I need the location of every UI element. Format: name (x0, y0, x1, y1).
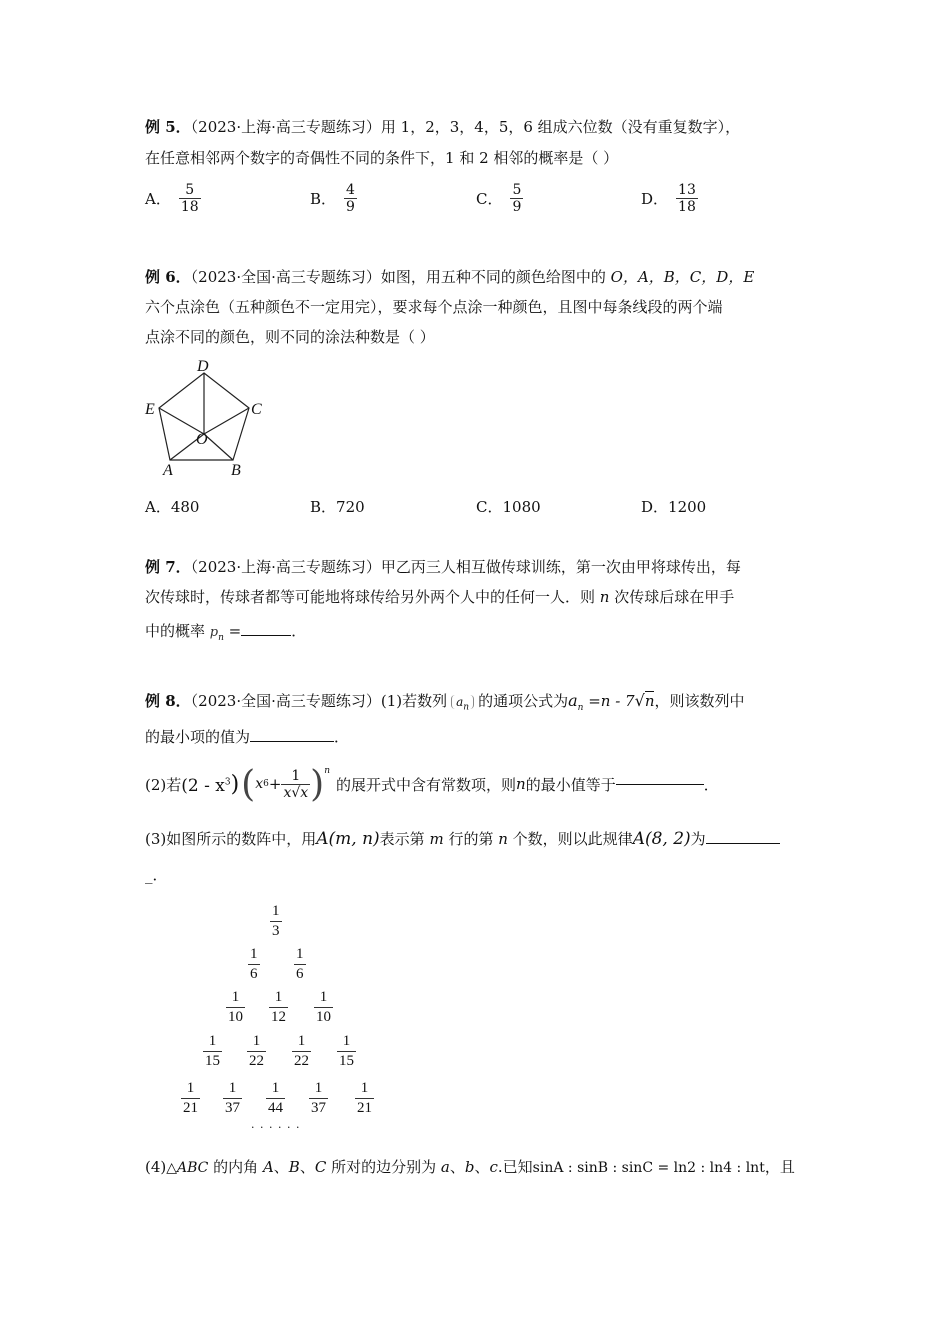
fraction: $\frac{5}{9}$ (512, 182, 522, 215)
point-b-label: B (231, 462, 241, 479)
ex6-option-b[interactable]: B．720 (310, 498, 365, 516)
point-d-label: D (197, 358, 209, 375)
ex8-line1: 例 8．（2023·全国·高三专题练习）(1)若数列 $a_n$ 的通项公式为$a_n =n - 7√n$，则该数列中 (145, 691, 745, 713)
triangle-cell: 1 22 (249, 1033, 264, 1069)
ex6-line1: 例 6．（2023·全国·高三专题练习）如图，用五种不同的颜色给图中的 O，A，B，C，D，E (145, 268, 755, 286)
ex7-line1: 例 7．（2023·上海·高三专题练习）甲乙丙三人相互做传球训练，第一次由甲将球传出，每 (145, 558, 741, 576)
ex8-part3: (3)如图所示的数阵中，用A(m, n)表示第 m 行的第 n 个数，则以此规律A(8, 2)为 (145, 828, 780, 849)
triangle-cell: 1 15 (205, 1033, 220, 1069)
triangle-cell: 1 21 (357, 1080, 372, 1116)
ex5-option-d[interactable]: D． $\frac{13}{18}$ (641, 182, 696, 215)
ex6-option-a[interactable]: A．480 (145, 498, 200, 516)
triangle-cell: 1 6 (250, 946, 258, 982)
ex6-line2: 六个点涂色（五种颜色不一定用完），要求每个点涂一种颜色，且图中每条线段的两个端 (145, 298, 723, 316)
fraction-one-over-x-sqrt-x: $\frac{1}{x√x}$ (283, 767, 309, 801)
triangle-cell: 1 44 (268, 1080, 283, 1116)
pentagon-figure (140, 358, 280, 482)
ex5-option-b[interactable]: B． $\frac{4}{9}$ (310, 182, 355, 215)
ex8-part2: (2)若 $(2 - x^3)$ ( x 6 + $\frac{1}{x√x}$ ) $^n$ 的展开式中含有常数项，则 n 的最小值等于 ． (145, 763, 719, 805)
triangle-cell: 1 37 (311, 1080, 326, 1116)
ex6-option-c[interactable]: C．1080 (476, 498, 541, 516)
triangle-cell: 1 6 (296, 946, 304, 982)
ex5-label: 例 5． (145, 118, 191, 136)
point-e-label: E (145, 401, 155, 418)
point-o-label: O (196, 431, 208, 448)
ex5-line1: 例 5．（2023·上海·高三专题练习）用 1，2，3，4，5，6 组成六位数（没有重复数字）， (145, 118, 741, 136)
ex7-label: 例 7． (145, 558, 191, 576)
ex5-line2: 在任意相邻两个数字的奇偶性不同的条件下，1 和 2 相邻的概率是（ ） (145, 149, 619, 167)
triangle-cell: 1 15 (339, 1033, 354, 1069)
segment-ob (204, 434, 233, 460)
ex5-option-a[interactable]: A． $\frac{5}{18}$ (145, 182, 199, 215)
ex7-line3: 中的概率 $p_n$ = ． (145, 622, 307, 643)
triangle-cell: 1 22 (294, 1033, 309, 1069)
triangle-cell: 1 10 (316, 989, 331, 1025)
ex6-line3: 点涂不同的颜色，则不同的涂法种数是（ ） (145, 328, 435, 346)
triangle-cell: 1 12 (271, 989, 286, 1025)
ex8-line2: 的最小项的值为 ． (145, 728, 350, 746)
triangle-ellipsis: · · · · · · (251, 1121, 301, 1134)
fraction: $\frac{13}{18}$ (678, 182, 696, 215)
ex7-line2: 次传球时，传球者都等可能地将球传给另外两个人中的任何一人．则 n 次传球后球在甲手 (145, 588, 735, 606)
answer-blank[interactable] (250, 741, 334, 742)
ex5-option-c[interactable]: C． $\frac{5}{9}$ (476, 182, 522, 215)
ex6-option-d[interactable]: D．1200 (641, 498, 707, 516)
ex8-label: 例 8． (145, 692, 191, 710)
pn-symbol: p (209, 625, 219, 640)
ex8-part4: (4)△ABC 的内角 A、B、C 所对的边分别为 a、b、c.已知sinA : sinB : sinC = ln2 : ln4 : lnt，且 (145, 1158, 795, 1176)
triangle-cell: 1 3 (272, 903, 280, 939)
fraction: $\frac{5}{18}$ (180, 182, 199, 215)
expression-factor1: $(2 - x^3)$ (181, 771, 240, 797)
ex8-part3-line2: _． (145, 866, 168, 884)
answer-blank[interactable] (616, 784, 704, 785)
fraction: $\frac{4}{9}$ (346, 182, 355, 215)
point-a-label: A (163, 462, 173, 479)
sequence-notation: $a_n$ (451, 695, 474, 709)
point-c-label: C (251, 401, 262, 418)
answer-blank[interactable] (706, 843, 780, 844)
answer-blank[interactable] (241, 635, 291, 636)
triangle-cell: 1 10 (228, 989, 243, 1025)
triangle-cell: 1 21 (183, 1080, 198, 1116)
ex6-label: 例 6． (145, 268, 191, 286)
triangle-cell: 1 37 (225, 1080, 240, 1116)
